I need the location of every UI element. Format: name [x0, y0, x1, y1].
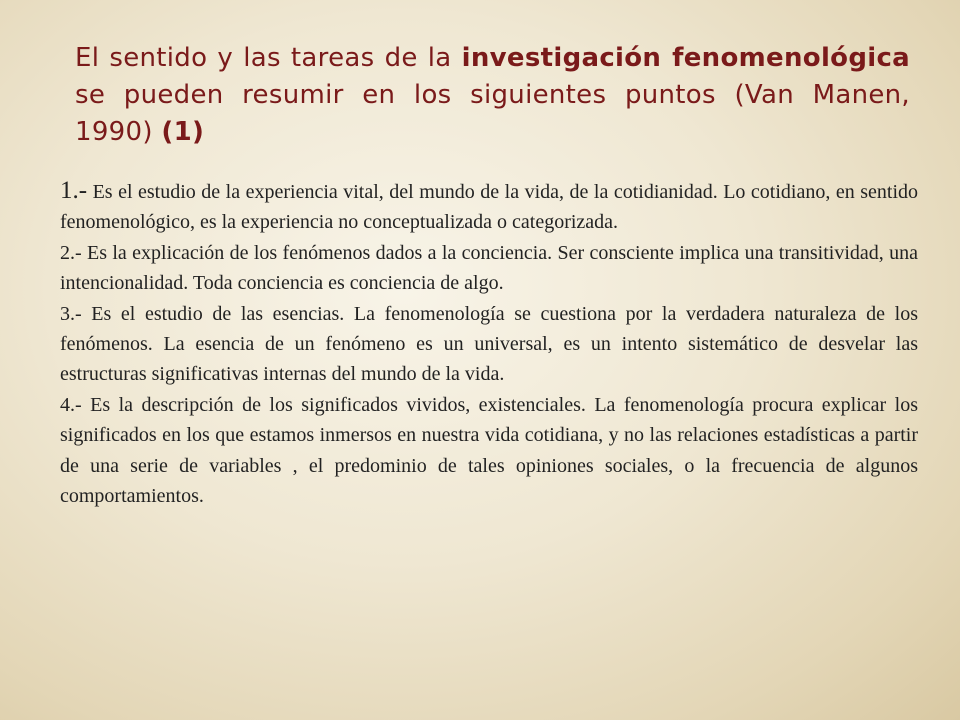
point-3-number: 3.- [60, 302, 82, 325]
point-3 [60, 299, 918, 390]
point-4 [60, 390, 918, 512]
point-1 [60, 176, 918, 238]
slide-title [75, 40, 910, 151]
slide-body [60, 176, 918, 511]
point-4-text: Es la descripción de los significados vividos, existenciales. La fenomenología procura explicar los significados en los que estamos inmersos en nuestra vida cotidiana, y no las relaciones estadísticas a partir de una serie de variables , el predominio de tales opiniones sociales, o la frecuencia de algunos comportamientos. [60, 393, 918, 508]
title-footnote-ref: (1) [161, 117, 205, 147]
point-2-number: 2.- [60, 241, 82, 264]
point-3-text: Es el estudio de las esencias. La fenomenología se cuestiona por la verdadera naturaleza de los fenómenos. La esencia de un fenómeno es un universal, es un intento sistemático de desvelar las estructuras significativas internas del mundo de la vida. [60, 302, 918, 386]
title-text-1: El sentido y las tareas de la [75, 43, 462, 73]
point-4-number: 4.- [60, 393, 82, 416]
point-1-number: 1.- [60, 177, 88, 204]
title-bold-term: investigación fenomenológica [461, 43, 910, 73]
point-2 [60, 238, 918, 299]
point-1-text: Es el estudio de la experiencia vital, del mundo de la vida, de la cotidianidad. Lo cotidiano, en sentido fenomenológico, es la experiencia no conceptualizada o categorizada. [60, 181, 918, 234]
point-2-text: Es la explicación de los fenómenos dados a la conciencia. Ser consciente implica una transitividad, una intencionalidad. Toda conciencia es conciencia de algo. [60, 241, 918, 295]
title-text-2: se pueden resumir en los siguientes puntos (Van Manen, 1990) [75, 80, 910, 147]
